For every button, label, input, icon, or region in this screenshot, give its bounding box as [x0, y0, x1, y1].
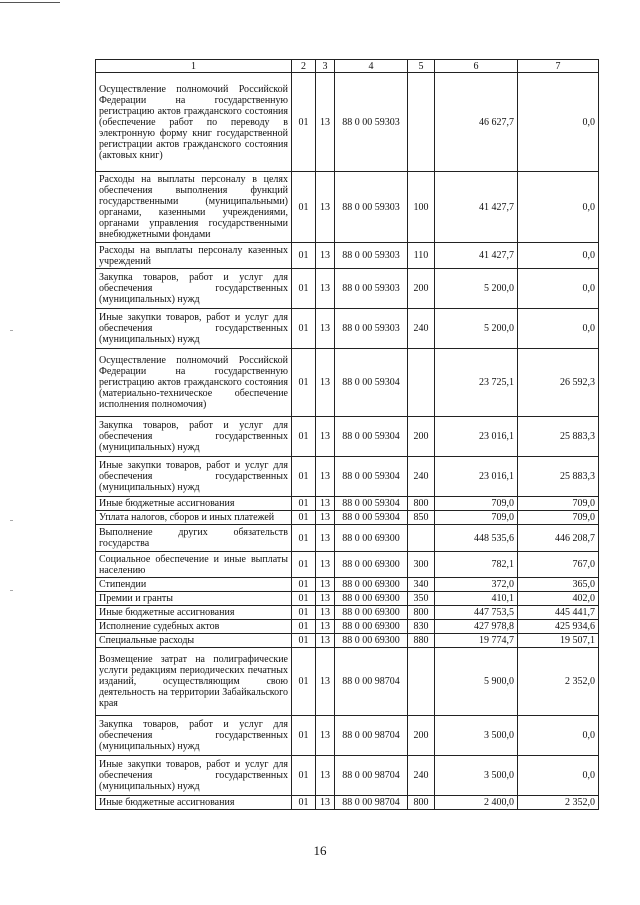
subsection-code: 13	[316, 606, 335, 620]
amount-col7: 402,0	[518, 592, 599, 606]
subsection-code: 13	[316, 457, 335, 497]
amount-col6: 41 427,7	[435, 172, 518, 243]
section-code: 01	[292, 73, 316, 172]
target-article-code: 88 0 00 69300	[335, 606, 408, 620]
subsection-code: 13	[316, 349, 335, 417]
section-code: 01	[292, 172, 316, 243]
target-article-code: 88 0 00 98704	[335, 648, 408, 716]
table-row	[96, 525, 599, 552]
amount-col6: 23 016,1	[435, 417, 518, 457]
table-row	[96, 552, 599, 578]
expense-type-code: 340	[408, 578, 435, 592]
section-code: 01	[292, 269, 316, 309]
amount-col7: 767,0	[518, 552, 599, 578]
amount-col6: 427 978,8	[435, 620, 518, 634]
row-name: Выполнение других обязательств государства	[96, 525, 292, 552]
section-code: 01	[292, 349, 316, 417]
expense-type-code: 880	[408, 634, 435, 648]
target-article-code: 88 0 00 59304	[335, 497, 408, 511]
table-row	[96, 457, 599, 497]
row-name: Иные закупки товаров, работ и услуг для обеспечения государственных (муниципальных) нужд	[96, 457, 292, 497]
amount-col7: 365,0	[518, 578, 599, 592]
subsection-code: 13	[316, 756, 335, 796]
amount-col7: 2 352,0	[518, 796, 599, 810]
target-article-code: 88 0 00 69300	[335, 592, 408, 606]
section-code: 01	[292, 552, 316, 578]
expense-type-code	[408, 648, 435, 716]
section-code: 01	[292, 606, 316, 620]
target-article-code: 88 0 00 59303	[335, 73, 408, 172]
subsection-code: 13	[316, 511, 335, 525]
row-name: Возмещение затрат на полиграфические услуги редакциям периодических печатных изданий, осуществляющим свою деятельность на территории Забайкальского края	[96, 648, 292, 716]
target-article-code: 88 0 00 59304	[335, 457, 408, 497]
subsection-code: 13	[316, 592, 335, 606]
amount-col7: 25 883,3	[518, 417, 599, 457]
row-name: Уплата налогов, сборов и иных платежей	[96, 511, 292, 525]
row-name: Исполнение судебных актов	[96, 620, 292, 634]
table-row	[96, 497, 599, 511]
subsection-code: 13	[316, 525, 335, 552]
amount-col7: 0,0	[518, 269, 599, 309]
expense-type-code: 200	[408, 417, 435, 457]
subsection-code: 13	[316, 417, 335, 457]
subsection-code: 13	[316, 634, 335, 648]
expense-type-code: 200	[408, 716, 435, 756]
amount-col6: 23 016,1	[435, 457, 518, 497]
table-row	[96, 620, 599, 634]
margin-mark	[10, 330, 13, 331]
subsection-code: 13	[316, 648, 335, 716]
section-code: 01	[292, 511, 316, 525]
section-code: 01	[292, 756, 316, 796]
table-row	[96, 73, 599, 172]
amount-col7: 25 883,3	[518, 457, 599, 497]
amount-col6: 5 900,0	[435, 648, 518, 716]
table-header-row	[96, 60, 599, 73]
table-row	[96, 648, 599, 716]
section-code: 01	[292, 620, 316, 634]
amount-col7: 0,0	[518, 756, 599, 796]
section-code: 01	[292, 716, 316, 756]
target-article-code: 88 0 00 59304	[335, 417, 408, 457]
amount-col7: 425 934,6	[518, 620, 599, 634]
amount-col7: 19 507,1	[518, 634, 599, 648]
amount-col7: 0,0	[518, 172, 599, 243]
row-name: Расходы на выплаты персоналу в целях обеспечения выполнения функций государственными (муниципальными) органами, казенными учреждениями, органами управления государственными внебюджетными фондами	[96, 172, 292, 243]
amount-col6: 782,1	[435, 552, 518, 578]
amount-col6: 2 400,0	[435, 796, 518, 810]
section-code: 01	[292, 497, 316, 511]
target-article-code: 88 0 00 59303	[335, 243, 408, 269]
section-code: 01	[292, 309, 316, 349]
expense-type-code: 800	[408, 606, 435, 620]
expense-type-code: 100	[408, 172, 435, 243]
budget-table	[95, 59, 599, 810]
column-header: 5	[408, 60, 435, 73]
amount-col6: 5 200,0	[435, 309, 518, 349]
subsection-code: 13	[316, 497, 335, 511]
target-article-code: 88 0 00 59304	[335, 349, 408, 417]
column-header: 2	[292, 60, 316, 73]
page-number: 16	[313, 843, 327, 858]
subsection-code: 13	[316, 578, 335, 592]
row-name: Иные бюджетные ассигнования	[96, 796, 292, 810]
amount-col7: 2 352,0	[518, 648, 599, 716]
section-code: 01	[292, 243, 316, 269]
target-article-code: 88 0 00 69300	[335, 552, 408, 578]
column-header: 1	[96, 60, 292, 73]
row-name: Осуществление полномочий Российской Федерации на государственную регистрацию актов гражданского состояния (обеспечение работ по переводу в электронную форму книг государственной регистрации актов гражданского состояния (актовых книг)	[96, 73, 292, 172]
table-row	[96, 172, 599, 243]
amount-col7: 709,0	[518, 511, 599, 525]
expense-type-code: 200	[408, 269, 435, 309]
amount-col6: 448 535,6	[435, 525, 518, 552]
row-name: Расходы на выплаты персоналу казенных учреждений	[96, 243, 292, 269]
target-article-code: 88 0 00 98704	[335, 716, 408, 756]
expense-type-code: 300	[408, 552, 435, 578]
table-row	[96, 417, 599, 457]
column-header: 4	[335, 60, 408, 73]
target-article-code: 88 0 00 69300	[335, 578, 408, 592]
expense-type-code: 240	[408, 309, 435, 349]
amount-col7: 0,0	[518, 243, 599, 269]
subsection-code: 13	[316, 309, 335, 349]
target-article-code: 88 0 00 59303	[335, 309, 408, 349]
row-name: Социальное обеспечение и иные выплаты населению	[96, 552, 292, 578]
amount-col7: 709,0	[518, 497, 599, 511]
table-row	[96, 269, 599, 309]
row-name: Иные закупки товаров, работ и услуг для обеспечения государственных (муниципальных) нужд	[96, 309, 292, 349]
page-edge-line	[0, 2, 60, 3]
column-header: 3	[316, 60, 335, 73]
row-name: Специальные расходы	[96, 634, 292, 648]
amount-col6: 709,0	[435, 497, 518, 511]
table-row	[96, 349, 599, 417]
table-row	[96, 606, 599, 620]
section-code: 01	[292, 634, 316, 648]
expense-type-code: 800	[408, 497, 435, 511]
section-code: 01	[292, 457, 316, 497]
amount-col7: 445 441,7	[518, 606, 599, 620]
row-name: Закупка товаров, работ и услуг для обеспечения государственных (муниципальных) нужд	[96, 417, 292, 457]
target-article-code: 88 0 00 69300	[335, 620, 408, 634]
amount-col6: 3 500,0	[435, 716, 518, 756]
subsection-code: 13	[316, 552, 335, 578]
amount-col6: 447 753,5	[435, 606, 518, 620]
margin-mark	[10, 590, 13, 591]
table-row	[96, 511, 599, 525]
target-article-code: 88 0 00 98704	[335, 756, 408, 796]
expense-type-code	[408, 73, 435, 172]
amount-col7: 26 592,3	[518, 349, 599, 417]
table-row	[96, 796, 599, 810]
amount-col6: 709,0	[435, 511, 518, 525]
amount-col6: 3 500,0	[435, 756, 518, 796]
subsection-code: 13	[316, 796, 335, 810]
expense-type-code: 240	[408, 457, 435, 497]
table-row	[96, 592, 599, 606]
column-header: 6	[435, 60, 518, 73]
expense-type-code: 350	[408, 592, 435, 606]
row-name: Осуществление полномочий Российской Федерации на государственную регистрацию актов гражданского состояния (материально-техническое обеспечение исполнения полномочия)	[96, 349, 292, 417]
section-code: 01	[292, 592, 316, 606]
amount-col6: 41 427,7	[435, 243, 518, 269]
expense-type-code	[408, 349, 435, 417]
section-code: 01	[292, 796, 316, 810]
amount-col6: 23 725,1	[435, 349, 518, 417]
subsection-code: 13	[316, 620, 335, 634]
amount-col6: 19 774,7	[435, 634, 518, 648]
section-code: 01	[292, 578, 316, 592]
amount-col6: 410,1	[435, 592, 518, 606]
target-article-code: 88 0 00 69300	[335, 634, 408, 648]
target-article-code: 88 0 00 98704	[335, 796, 408, 810]
subsection-code: 13	[316, 716, 335, 756]
expense-type-code: 830	[408, 620, 435, 634]
table-row	[96, 578, 599, 592]
target-article-code: 88 0 00 59303	[335, 269, 408, 309]
expense-type-code	[408, 525, 435, 552]
target-article-code: 88 0 00 59304	[335, 511, 408, 525]
row-name: Стипендии	[96, 578, 292, 592]
table-row	[96, 716, 599, 756]
table-row	[96, 243, 599, 269]
amount-col6: 46 627,7	[435, 73, 518, 172]
table-row	[96, 756, 599, 796]
section-code: 01	[292, 417, 316, 457]
row-name: Премии и гранты	[96, 592, 292, 606]
row-name: Иные закупки товаров, работ и услуг для обеспечения государственных (муниципальных) нужд	[96, 756, 292, 796]
column-header: 7	[518, 60, 599, 73]
amount-col7: 0,0	[518, 309, 599, 349]
expense-type-code: 240	[408, 756, 435, 796]
subsection-code: 13	[316, 269, 335, 309]
expense-type-code: 800	[408, 796, 435, 810]
target-article-code: 88 0 00 59303	[335, 172, 408, 243]
amount-col6: 372,0	[435, 578, 518, 592]
row-name: Иные бюджетные ассигнования	[96, 606, 292, 620]
amount-col7: 0,0	[518, 716, 599, 756]
expense-type-code: 110	[408, 243, 435, 269]
amount-col7: 0,0	[518, 73, 599, 172]
subsection-code: 13	[316, 172, 335, 243]
expense-type-code: 850	[408, 511, 435, 525]
row-name: Иные бюджетные ассигнования	[96, 497, 292, 511]
amount-col7: 446 208,7	[518, 525, 599, 552]
subsection-code: 13	[316, 73, 335, 172]
table-row	[96, 309, 599, 349]
section-code: 01	[292, 525, 316, 552]
table-row	[96, 634, 599, 648]
amount-col6: 5 200,0	[435, 269, 518, 309]
section-code: 01	[292, 648, 316, 716]
target-article-code: 88 0 00 69300	[335, 525, 408, 552]
margin-mark	[10, 520, 13, 521]
row-name: Закупка товаров, работ и услуг для обеспечения государственных (муниципальных) нужд	[96, 269, 292, 309]
row-name: Закупка товаров, работ и услуг для обеспечения государственных (муниципальных) нужд	[96, 716, 292, 756]
subsection-code: 13	[316, 243, 335, 269]
